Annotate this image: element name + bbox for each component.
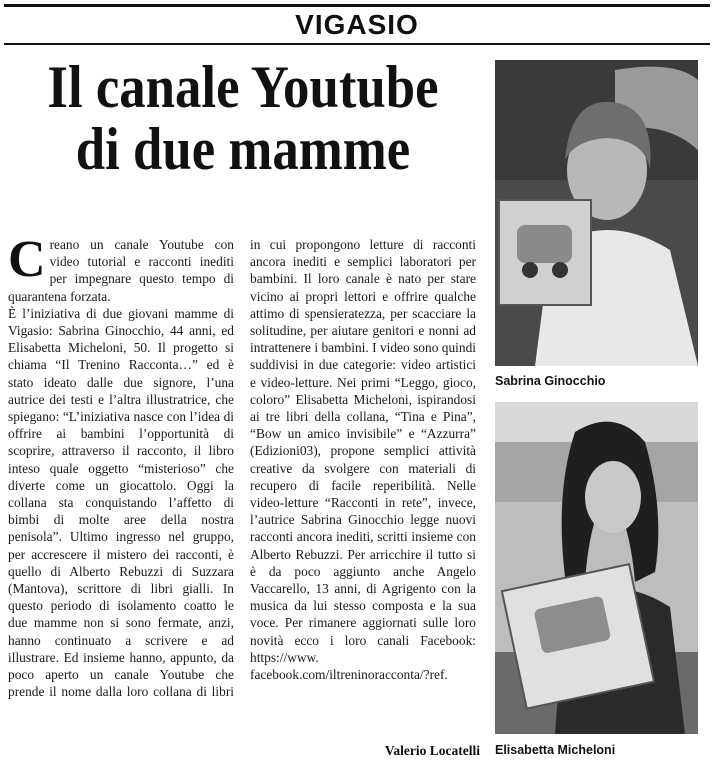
article-body — [8, 231, 476, 746]
headline-line-1: Il canale Youtube — [47, 54, 439, 120]
photo-sabrina — [495, 60, 698, 366]
photo-caption-elisabetta: Elisabetta Micheloni — [495, 743, 616, 757]
portrait-photo-icon — [495, 402, 698, 734]
section-header — [4, 4, 710, 45]
headline-line-2: di due mamme — [75, 116, 411, 182]
portrait-photo-icon — [495, 60, 698, 366]
headline — [36, 56, 450, 180]
drop-cap: C — [8, 231, 46, 288]
article-paragraph-2: È l’iniziativa di due giovani mamme di Vigasio: Sabrina Ginocchio, 44 anni, ed Elisabetta Micheloni, 50. Il progetto si chiama “Il Trenino Racconta…” ed è stato ideato dalle due signore, l’una autrice dei testi e l’altra illustratrice, che spiegano: “L’iniziativa nasce con l’idea di offrire ai bambini l’opportunità di scoprire, attraverso il racconto, il libro inteso quale oggetto “misterioso” che diverte come un giocattolo. Oggi la collana sta conquistando l’affetto di bimbi di molte aree della nostra penisola”. Ultimo ingresso nel gruppo, per accrescere il mistero dei racconti, è quello di Alberto Rebuzzi di Suzzara (Mantova), scrittore di libri gialli. In questo periodo di isolamento coatto le due mamme non si sono fermate, anzi, hanno continuato a scrivere e ad illustrare. Ed insieme hanno, appunto, da poco aperto un canale Youtube che prende il nome dalla loro collana di libri in cui propongono letture di racconti ancora inediti e semplici laboratori per bambini. Il loro canale è nato per stare vicino ai propri lettori e offrire qualche attimo di spensieratezza, per scacciare la solitudine, per aiutare genitori e nonni ad intrattenere i bambini. I video sono quindi suddivisi in due categorie: video artistici e video-letture. Nei primi “Leggo, gioco, coloro” Elisabetta Micheloni, ispirandosi ai tre libri della collana, “Tina e Pina”, “Bow un amico invisibile” e “Azzurra” (Edizioni03), propone semplici attività creative da svolgere con materiali di recupero di facile reperibilità. Nelle video-letture “Racconti in rete”, invece, l’autrice Sabrina Ginocchio legge nuovi racconti ancora inediti, scritti insieme con Alberto Rebuzzi. Per arricchire il tutto si è da poco aggiunto anche Angelo Vaccarello, 13 anni, di Agrigento con la musica da lui stesso composta e la sua voce. Per rimanere aggiornati sulle loro novità ecco i loro canali Facebook: https://www. facebook.com/iltreninoracconta/?ref. — [8, 237, 476, 700]
photo-elisabetta — [495, 402, 698, 734]
article-paragraph-1 — [8, 231, 234, 305]
author-byline: Valerio Locatelli — [384, 743, 480, 758]
photo-caption-sabrina: Sabrina Ginocchio — [495, 374, 606, 388]
article-paragraph-1-text: reano un canale Youtube con video tutorial e racconti inediti per impegnare questo tempo di quarantena forzata. — [8, 237, 234, 304]
section-title: VIGASIO — [295, 9, 419, 40]
